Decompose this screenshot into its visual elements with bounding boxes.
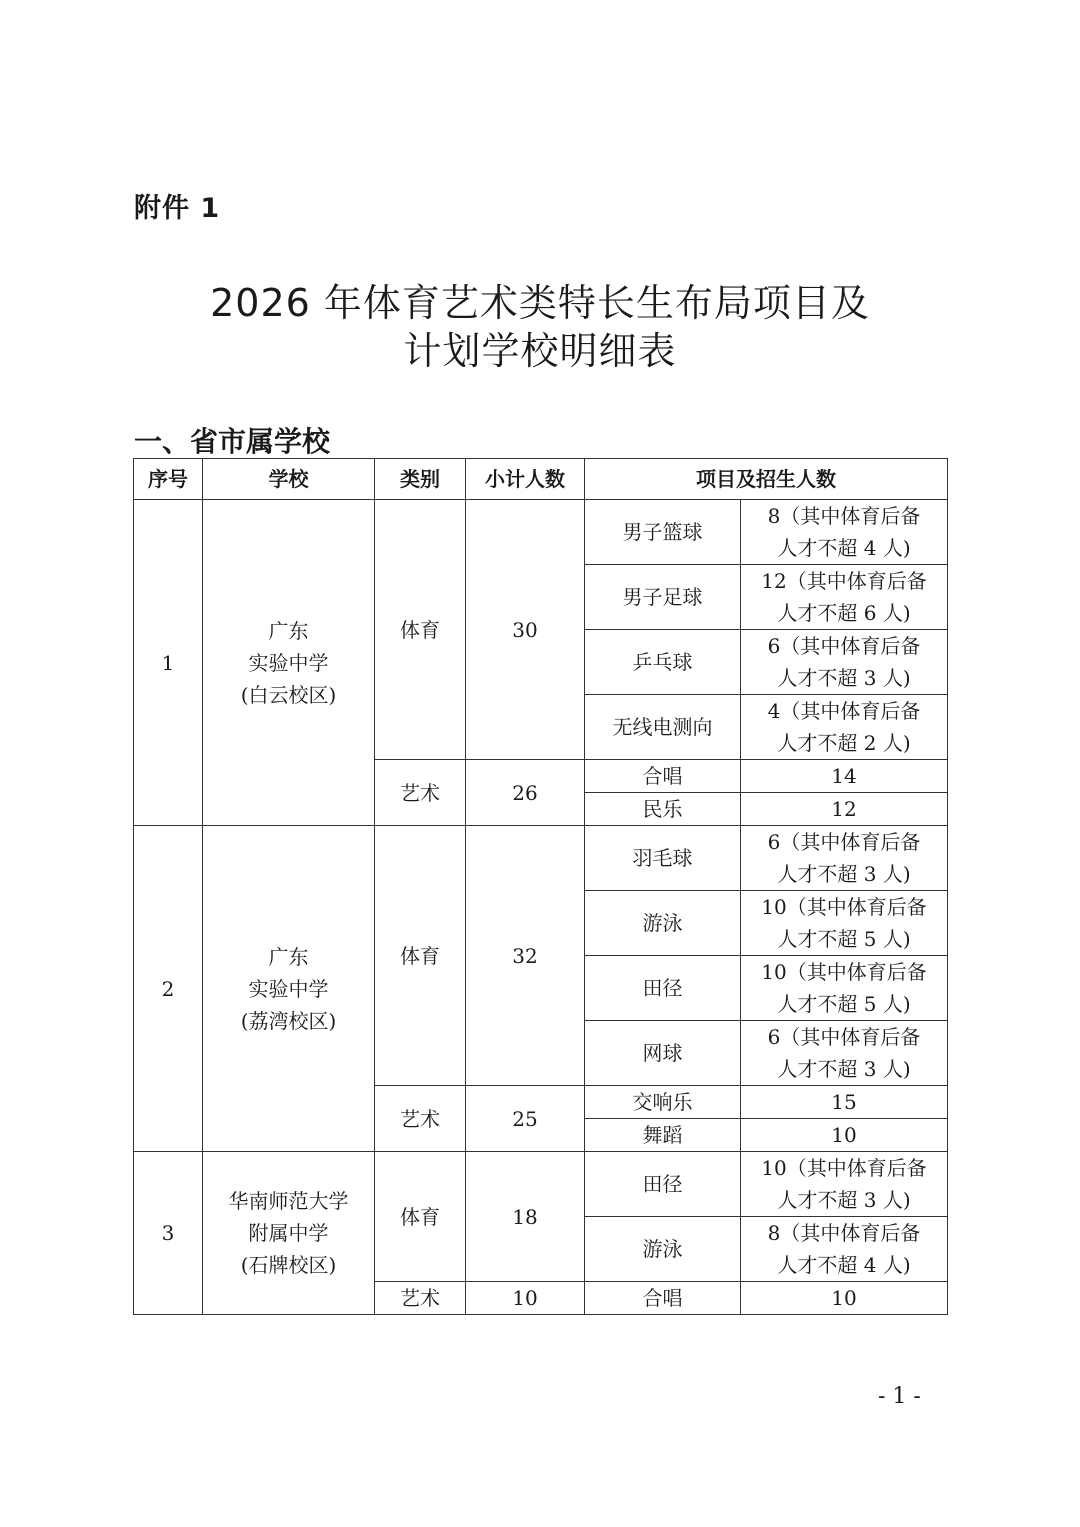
- subtotal: 30: [466, 500, 585, 760]
- project: 游泳: [585, 1217, 741, 1282]
- school-name-line: 华南师范大学: [228, 1189, 349, 1213]
- count-line: 人才不超 5 人): [777, 992, 911, 1016]
- school-name-line: 附属中学: [248, 1221, 329, 1245]
- count-line: 4（其中体育后备: [767, 699, 921, 723]
- header-no: 序号: [134, 459, 203, 500]
- header-school: 学校: [203, 459, 375, 500]
- count-line: 人才不超 3 人): [777, 666, 911, 690]
- count-line: 6（其中体育后备: [767, 634, 921, 658]
- count-line: 人才不超 4 人): [777, 536, 911, 560]
- school-name-line: 实验中学: [248, 650, 329, 675]
- school-name-line: 广东: [268, 618, 309, 643]
- school-name-line: (荔湾校区): [240, 1008, 337, 1033]
- school-name-line: (石牌校区): [240, 1253, 337, 1277]
- document-title-line-1: 2026 年体育艺术类特长生布局项目及: [210, 281, 870, 325]
- project: 男子篮球: [585, 500, 741, 565]
- category: 体育: [375, 826, 466, 1086]
- enrollment-count: [741, 1152, 948, 1217]
- enrollment-count: [741, 695, 948, 760]
- project: 合唱: [585, 760, 741, 793]
- enrollment-count: 15: [741, 1086, 948, 1119]
- school-name-line: (白云校区): [240, 682, 337, 707]
- enrollment-count: 10: [741, 1282, 948, 1315]
- project: 合唱: [585, 1282, 741, 1315]
- enrollment-count: [741, 956, 948, 1021]
- count-line: 10（其中体育后备: [761, 960, 927, 984]
- enrollment-count: 10: [741, 1119, 948, 1152]
- count-line: 10（其中体育后备: [761, 895, 927, 919]
- page-number: - 1 -: [878, 1384, 921, 1409]
- project: 乒乓球: [585, 630, 741, 695]
- project: 民乐: [585, 793, 741, 826]
- enrollment-count: 12: [741, 793, 948, 826]
- subtotal: 18: [466, 1152, 585, 1282]
- project: 交响乐: [585, 1086, 741, 1119]
- enrollment-count: [741, 1021, 948, 1086]
- school-no: 2: [134, 826, 203, 1152]
- project: 田径: [585, 1152, 741, 1217]
- project: 田径: [585, 956, 741, 1021]
- count-line: 人才不超 2 人): [777, 731, 911, 755]
- school-name: [203, 500, 375, 826]
- category: 艺术: [375, 1282, 466, 1315]
- count-line: 10（其中体育后备: [761, 1156, 927, 1180]
- school-name-line: 广东: [268, 944, 309, 969]
- header-category: 类别: [375, 459, 466, 500]
- category: 艺术: [375, 1086, 466, 1152]
- count-line: 人才不超 3 人): [777, 1188, 911, 1212]
- count-line: 人才不超 4 人): [777, 1253, 911, 1277]
- project: 游泳: [585, 891, 741, 956]
- document-title-line-2: 计划学校明细表: [403, 329, 677, 373]
- subtotal: 25: [466, 1086, 585, 1152]
- subtotal: 32: [466, 826, 585, 1086]
- table-header-row: [134, 459, 948, 500]
- count-line: 人才不超 3 人): [777, 862, 911, 886]
- table-row: [134, 826, 948, 891]
- attachment-label: 附件 1: [134, 193, 221, 224]
- count-line: 8（其中体育后备: [767, 504, 921, 528]
- count-line: 12（其中体育后备: [761, 569, 927, 593]
- category: 体育: [375, 1152, 466, 1282]
- enrollment-count: [741, 1217, 948, 1282]
- school-name: [203, 826, 375, 1152]
- count-line: 人才不超 5 人): [777, 927, 911, 951]
- school-name-line: 实验中学: [248, 976, 329, 1001]
- enrollment-count: 14: [741, 760, 948, 793]
- enrollment-count: [741, 630, 948, 695]
- enrollment-count: [741, 500, 948, 565]
- school-name: [203, 1152, 375, 1315]
- category: 体育: [375, 500, 466, 760]
- section-heading: 一、省市属学校: [134, 425, 331, 458]
- enrollment-count: [741, 826, 948, 891]
- school-no: 3: [134, 1152, 203, 1315]
- table-row: [134, 1152, 948, 1217]
- enrollment-count: [741, 565, 948, 630]
- header-subtotal: 小计人数: [466, 459, 585, 500]
- table-row: [134, 500, 948, 565]
- project: 网球: [585, 1021, 741, 1086]
- project: 舞蹈: [585, 1119, 741, 1152]
- subtotal: 26: [466, 760, 585, 826]
- count-line: 人才不超 3 人): [777, 1057, 911, 1081]
- category: 艺术: [375, 760, 466, 826]
- project: 无线电测向: [585, 695, 741, 760]
- header-projects: 项目及招生人数: [585, 459, 948, 500]
- count-line: 人才不超 6 人): [777, 601, 911, 625]
- project: 羽毛球: [585, 826, 741, 891]
- count-line: 8（其中体育后备: [767, 1221, 921, 1245]
- school-no: 1: [134, 500, 203, 826]
- project: 男子足球: [585, 565, 741, 630]
- school-plan-table: [133, 458, 948, 1315]
- subtotal: 10: [466, 1282, 585, 1315]
- count-line: 6（其中体育后备: [767, 830, 921, 854]
- count-line: 6（其中体育后备: [767, 1025, 921, 1049]
- enrollment-count: [741, 891, 948, 956]
